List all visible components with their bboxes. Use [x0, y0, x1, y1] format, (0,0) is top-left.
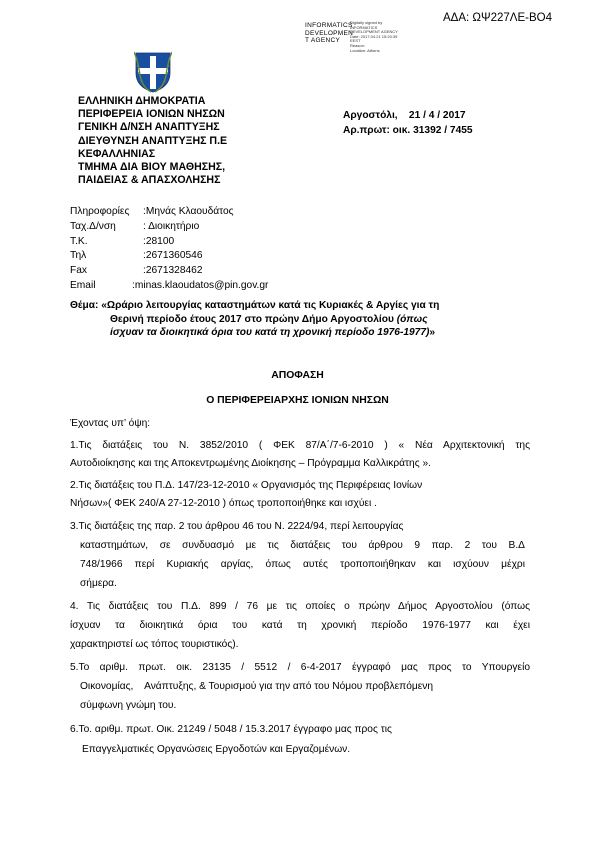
signature-detail-line: EEST	[350, 38, 361, 44]
contact-label: Τ.Κ.	[70, 235, 88, 247]
signature-detail-line: Digitally signed by	[350, 20, 383, 25]
considerations-item: Επαγγελματικές Οργανώσεις Εργοδοτών και Εργαζομένων.	[82, 744, 351, 755]
signature-agency-line: T AGENCY	[305, 37, 341, 45]
decision-heading	[0, 363, 595, 413]
decision-authority: Ο ΠΕΡΙΦΕΡΕΙΑΡΧΗΣ ΙΟΝΙΩΝ ΝΗΣΩΝ	[206, 395, 389, 406]
signature-detail-line: INFORMATICS	[350, 24, 378, 30]
considerations-item: ίσχυαν τα διοικητικά όρια του κατά τη χρονική περίοδο 1976-1977 και έχει	[70, 620, 530, 631]
contact-value: :Μηνάς Κλαουδάτος	[143, 206, 234, 217]
considerations-item: χαρακτηριστεί ως τόπος τουριστικός).	[70, 639, 239, 650]
document-reference	[343, 109, 473, 138]
issuer-line: ΔΙΕΥΘΥΝΣΗ ΑΝΑΠΤΥΞΗΣ Π.Ε	[78, 134, 228, 147]
issuer-header	[78, 95, 227, 187]
subject-text-italic: (όπως	[396, 313, 428, 325]
contact-label: Τηλ	[70, 250, 87, 262]
subject-text: Θερινή περίοδο έτους 2017 στο πρώην Δήμο Αργοστολίου	[110, 313, 397, 325]
issuer-line: ΤΜΗΜΑ ΔΙΑ ΒΙΟΥ ΜΑΘΗΣΗΣ,	[78, 161, 226, 174]
subject-text-italic: ίσχυαν τα διοικητικά όρια του κατά τη χρονική περίοδο 1976-1977)	[110, 327, 430, 339]
contact-label: Email	[70, 279, 96, 291]
body-intro: Έχοντας υπ’ όψη:	[70, 418, 151, 429]
considerations-item: σήμερα.	[80, 578, 117, 589]
signature-detail-line: Reason:	[350, 42, 365, 48]
place-date: Αργοστόλι, 21 / 4 / 2017	[343, 110, 466, 121]
contact-value: :2671328462	[143, 265, 203, 277]
digital-signature-agency	[305, 22, 353, 45]
issuer-line: ΠΕΡΙΦΕΡΕΙΑ ΙΟΝΙΩΝ ΝΗΣΩΝ	[78, 108, 225, 121]
contact-value: :minas.klaoudatos@pin.gov.gr	[132, 279, 269, 291]
considerations-item: 1.Τις διατάξεις του Ν. 3852/2010 ( ΦΕΚ 87/Α΄/7-6-2010 ) « Νέα Αρχιτεκτονική της	[70, 440, 530, 451]
considerations-item: 5.Το αριθμ. πρωτ. οικ. 23135 / 5512 / 6-4-2017 έγγραφό μας προς το Υπουργείο	[70, 662, 530, 673]
issuer-line: ΕΛΛΗΝΙΚΗ ΔΗΜΟΚΡΑΤΙΑ	[78, 95, 206, 107]
considerations-item: καταστημάτων, σε συνδυασμό με τις διατάξεις του άρθρου 9 παρ. 2 του Β.Δ	[80, 540, 525, 551]
document-subject	[70, 299, 530, 340]
considerations-item: 748/1966 περί Κυριακής αργίας, όπως αυτές τροποποιήθηκαν και ισχύουν μέχρι	[80, 559, 525, 570]
considerations-item: Αυτοδιοίκησης και της Αποκεντρωμένης Διοίκησης – Πρόγραμμα Καλλικράτης ».	[70, 458, 431, 469]
ada-code: ΑΔΑ: ΩΨ227ΛΕ-ΒΟ4	[443, 12, 552, 24]
contact-value: : Διοικητήριο	[143, 220, 200, 232]
signature-detail-line: DEVELOPMENT AGENCY	[350, 29, 398, 35]
contact-label: Ταχ.Δ/νση	[70, 220, 116, 232]
signature-agency-line: DEVELOPMEN	[305, 29, 354, 37]
signature-agency-line: INFORMATICS	[305, 22, 353, 29]
considerations-item: 2.Τις διατάξεις του Π.Δ. 147/23-12-2010 « Οργανισμός της Περιφέρειας Ιονίων	[70, 480, 423, 491]
issuer-line: ΓΕΝΙΚΗ Δ/ΝΣΗ ΑΝΑΠΤΥΞΗΣ	[78, 121, 220, 134]
protocol-number: Αρ.πρωτ: οικ. 31392 / 7455	[343, 124, 473, 136]
decision-title: ΑΠΟΦΑΣΗ	[271, 370, 324, 381]
considerations-item: Οικονομίας, Ανάπτυξης, & Τουρισμού για την από του Νόμου προβλεπόμενη	[80, 681, 434, 692]
contact-label: Fax	[70, 265, 87, 277]
subject-line: Θέμα: «Ωράριο λειτουργίας καταστημάτων κατά τις Κυριακές & Αργίες για τη	[70, 300, 440, 311]
contact-value: :28100	[143, 235, 175, 247]
subject-text: »	[429, 327, 436, 339]
greek-state-emblem-icon	[134, 47, 172, 93]
considerations-item: σύμφωνη γνώμη του.	[80, 700, 177, 711]
considerations-item: Νήσων»( ΦΕΚ 240/Α 27-12-2010 ) όπως τροποποιήθηκε και ισχύει .	[70, 498, 377, 509]
issuer-line: ΠΑΙΔΕΙΑΣ & ΑΠΑΣΧΟΛΗΣΗΣ	[78, 174, 221, 187]
issuer-line: ΚΕΦΑΛΛΗΝΙΑΣ	[78, 147, 156, 160]
contact-label: Πληροφορίες	[70, 206, 130, 217]
signature-detail-line: Date: 2017.04.21 15:20:39	[350, 33, 398, 39]
considerations-item: 4. Τις διατάξεις του Π.Δ. 899 / 76 με τις οποίες ο πρώην Δήμος Αργοστολίου (όπως	[70, 601, 530, 612]
digital-signature-details	[350, 21, 398, 53]
subject-line	[70, 313, 530, 327]
considerations-item: 3.Τις διατάξεις της παρ. 2 του άρθρου 46 του Ν. 2224/94, περί λειτουργίας	[70, 521, 404, 532]
considerations-item: 6.Το. αριθμ. πρωτ. Οικ. 21249 / 5048 / 15.3.2017 έγγραφο μας προς τις	[70, 724, 392, 735]
subject-line	[70, 326, 530, 340]
contact-value: :2671360546	[143, 250, 203, 262]
signature-detail-line: Location: Athens	[350, 47, 380, 53]
